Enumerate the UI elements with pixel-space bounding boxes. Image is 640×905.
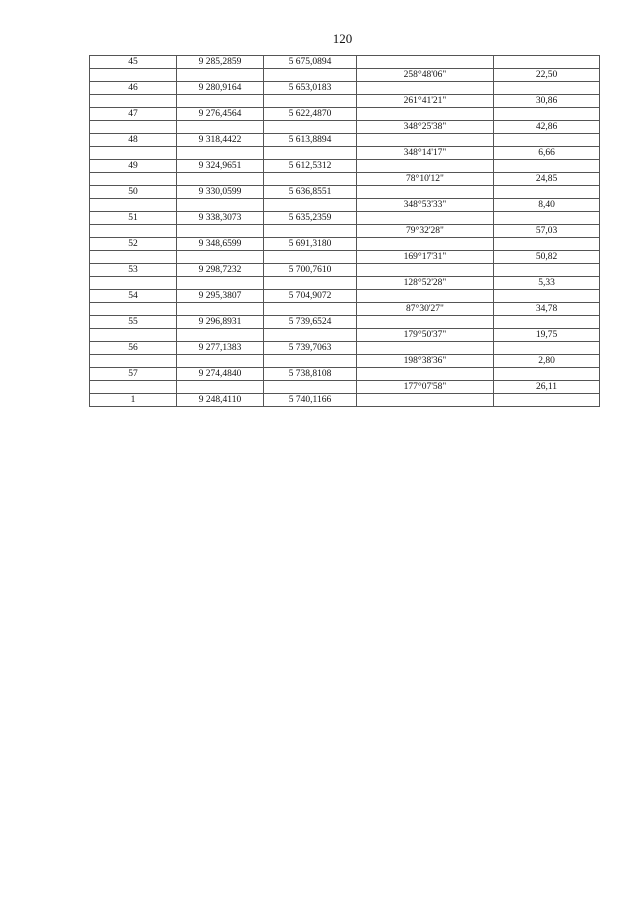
point-number-cell — [90, 147, 177, 160]
x-coordinate-cell — [177, 95, 264, 108]
point-number-cell: 55 — [90, 316, 177, 329]
distance-cell — [494, 238, 600, 251]
angle-cell — [357, 186, 494, 199]
y-coordinate-cell — [264, 251, 357, 264]
coordinates-table-body — [90, 56, 600, 407]
segment-length-cell: 24,85 — [494, 173, 600, 186]
table-row — [90, 238, 600, 251]
x-coordinate-cell — [177, 69, 264, 82]
y-coordinate-cell: 5 740,1166 — [264, 394, 357, 407]
y-coordinate-cell: 5 613,8894 — [264, 134, 357, 147]
angle-cell — [357, 160, 494, 173]
angle-cell — [357, 56, 494, 69]
directional-angle-cell: 79°32'28" — [357, 225, 494, 238]
point-number-cell: 56 — [90, 342, 177, 355]
y-coordinate-cell: 5 636,8551 — [264, 186, 357, 199]
table-row — [90, 277, 600, 290]
page-number: 120 — [332, 31, 353, 46]
x-coordinate-cell: 9 330,0599 — [177, 186, 264, 199]
x-coordinate-cell — [177, 251, 264, 264]
x-coordinate-cell: 9 318,4422 — [177, 134, 264, 147]
table-row — [90, 186, 600, 199]
segment-length-cell: 26,11 — [494, 381, 600, 394]
segment-length-cell: 34,78 — [494, 303, 600, 316]
angle-cell — [357, 394, 494, 407]
angle-cell — [357, 290, 494, 303]
point-number-cell: 50 — [90, 186, 177, 199]
y-coordinate-cell — [264, 147, 357, 160]
angle-cell — [357, 134, 494, 147]
y-coordinate-cell: 5 612,5312 — [264, 160, 357, 173]
table-row — [90, 342, 600, 355]
x-coordinate-cell: 9 296,8931 — [177, 316, 264, 329]
y-coordinate-cell: 5 691,3180 — [264, 238, 357, 251]
y-coordinate-cell — [264, 173, 357, 186]
point-number-cell: 48 — [90, 134, 177, 147]
table-row — [90, 160, 600, 173]
directional-angle-cell: 261°41'21" — [357, 95, 494, 108]
point-number-cell: 49 — [90, 160, 177, 173]
directional-angle-cell: 177°07'58" — [357, 381, 494, 394]
point-number-cell: 54 — [90, 290, 177, 303]
x-coordinate-cell: 9 338,3073 — [177, 212, 264, 225]
directional-angle-cell: 258°48'06" — [357, 69, 494, 82]
table-row — [90, 225, 600, 238]
y-coordinate-cell: 5 635,2359 — [264, 212, 357, 225]
point-number-cell — [90, 95, 177, 108]
table-row — [90, 355, 600, 368]
table-row — [90, 134, 600, 147]
table-row — [90, 82, 600, 95]
y-coordinate-cell: 5 739,7063 — [264, 342, 357, 355]
y-coordinate-cell: 5 738,8108 — [264, 368, 357, 381]
point-number-cell: 51 — [90, 212, 177, 225]
y-coordinate-cell: 5 653,0183 — [264, 82, 357, 95]
angle-cell — [357, 368, 494, 381]
distance-cell — [494, 108, 600, 121]
x-coordinate-cell — [177, 147, 264, 160]
table-row — [90, 290, 600, 303]
table-row — [90, 95, 600, 108]
angle-cell — [357, 108, 494, 121]
y-coordinate-cell — [264, 121, 357, 134]
point-number-cell — [90, 303, 177, 316]
segment-length-cell: 5,33 — [494, 277, 600, 290]
table-row — [90, 303, 600, 316]
distance-cell — [494, 368, 600, 381]
distance-cell — [494, 82, 600, 95]
distance-cell — [494, 134, 600, 147]
x-coordinate-cell — [177, 303, 264, 316]
angle-cell — [357, 82, 494, 95]
directional-angle-cell: 198°38'36" — [357, 355, 494, 368]
point-number-cell — [90, 251, 177, 264]
point-number-cell — [90, 69, 177, 82]
point-number-cell: 46 — [90, 82, 177, 95]
point-number-cell — [90, 225, 177, 238]
x-coordinate-cell: 9 277,1383 — [177, 342, 264, 355]
x-coordinate-cell: 9 274,4840 — [177, 368, 264, 381]
x-coordinate-cell: 9 276,4564 — [177, 108, 264, 121]
y-coordinate-cell: 5 675,0894 — [264, 56, 357, 69]
directional-angle-cell: 78°10'12" — [357, 173, 494, 186]
table-row — [90, 251, 600, 264]
y-coordinate-cell — [264, 69, 357, 82]
y-coordinate-cell: 5 739,6524 — [264, 316, 357, 329]
point-number-cell: 47 — [90, 108, 177, 121]
table-row — [90, 199, 600, 212]
table-row — [90, 121, 600, 134]
table-row — [90, 316, 600, 329]
distance-cell — [494, 394, 600, 407]
table-row — [90, 381, 600, 394]
table-row — [90, 368, 600, 381]
y-coordinate-cell — [264, 277, 357, 290]
table-row — [90, 56, 600, 69]
x-coordinate-cell — [177, 329, 264, 342]
directional-angle-cell: 179°50'37" — [357, 329, 494, 342]
x-coordinate-cell: 9 248,4110 — [177, 394, 264, 407]
y-coordinate-cell — [264, 303, 357, 316]
point-number-cell: 52 — [90, 238, 177, 251]
directional-angle-cell: 87°30'27" — [357, 303, 494, 316]
segment-length-cell: 42,86 — [494, 121, 600, 134]
x-coordinate-cell: 9 280,9164 — [177, 82, 264, 95]
directional-angle-cell: 348°25'38" — [357, 121, 494, 134]
y-coordinate-cell — [264, 381, 357, 394]
distance-cell — [494, 212, 600, 225]
directional-angle-cell: 128°52'28" — [357, 277, 494, 290]
angle-cell — [357, 212, 494, 225]
x-coordinate-cell: 9 285,2859 — [177, 56, 264, 69]
segment-length-cell: 30,86 — [494, 95, 600, 108]
distance-cell — [494, 316, 600, 329]
point-number-cell — [90, 173, 177, 186]
segment-length-cell: 50,82 — [494, 251, 600, 264]
distance-cell — [494, 264, 600, 277]
y-coordinate-cell — [264, 199, 357, 212]
y-coordinate-cell — [264, 225, 357, 238]
x-coordinate-cell: 9 348,6599 — [177, 238, 264, 251]
distance-cell — [494, 160, 600, 173]
point-number-cell — [90, 329, 177, 342]
directional-angle-cell: 348°14'17" — [357, 147, 494, 160]
x-coordinate-cell: 9 324,9651 — [177, 160, 264, 173]
x-coordinate-cell — [177, 173, 264, 186]
distance-cell — [494, 290, 600, 303]
segment-length-cell: 19,75 — [494, 329, 600, 342]
point-number-cell: 1 — [90, 394, 177, 407]
segment-length-cell: 57,03 — [494, 225, 600, 238]
x-coordinate-cell: 9 298,7232 — [177, 264, 264, 277]
table-row — [90, 212, 600, 225]
angle-cell — [357, 316, 494, 329]
table-row — [90, 329, 600, 342]
coordinates-table — [89, 55, 600, 407]
segment-length-cell: 2,80 — [494, 355, 600, 368]
point-number-cell — [90, 199, 177, 212]
x-coordinate-cell — [177, 355, 264, 368]
x-coordinate-cell — [177, 225, 264, 238]
table-row — [90, 264, 600, 277]
x-coordinate-cell — [177, 277, 264, 290]
directional-angle-cell: 169°17'31" — [357, 251, 494, 264]
point-number-cell — [90, 277, 177, 290]
x-coordinate-cell: 9 295,3807 — [177, 290, 264, 303]
distance-cell — [494, 342, 600, 355]
segment-length-cell: 22,50 — [494, 69, 600, 82]
angle-cell — [357, 238, 494, 251]
table-row — [90, 173, 600, 186]
angle-cell — [357, 342, 494, 355]
table-row — [90, 69, 600, 82]
directional-angle-cell: 348°53'33" — [357, 199, 494, 212]
x-coordinate-cell — [177, 199, 264, 212]
table-row — [90, 147, 600, 160]
distance-cell — [494, 186, 600, 199]
x-coordinate-cell — [177, 121, 264, 134]
point-number-cell — [90, 121, 177, 134]
angle-cell — [357, 264, 494, 277]
y-coordinate-cell — [264, 329, 357, 342]
point-number-cell — [90, 381, 177, 394]
y-coordinate-cell — [264, 95, 357, 108]
point-number-cell: 57 — [90, 368, 177, 381]
distance-cell — [494, 56, 600, 69]
point-number-cell: 53 — [90, 264, 177, 277]
point-number-cell: 45 — [90, 56, 177, 69]
point-number-cell — [90, 355, 177, 368]
y-coordinate-cell: 5 700,7610 — [264, 264, 357, 277]
y-coordinate-cell: 5 622,4870 — [264, 108, 357, 121]
y-coordinate-cell — [264, 355, 357, 368]
table-row — [90, 394, 600, 407]
y-coordinate-cell: 5 704,9072 — [264, 290, 357, 303]
table-row — [90, 108, 600, 121]
segment-length-cell: 6,66 — [494, 147, 600, 160]
x-coordinate-cell — [177, 381, 264, 394]
segment-length-cell: 8,40 — [494, 199, 600, 212]
